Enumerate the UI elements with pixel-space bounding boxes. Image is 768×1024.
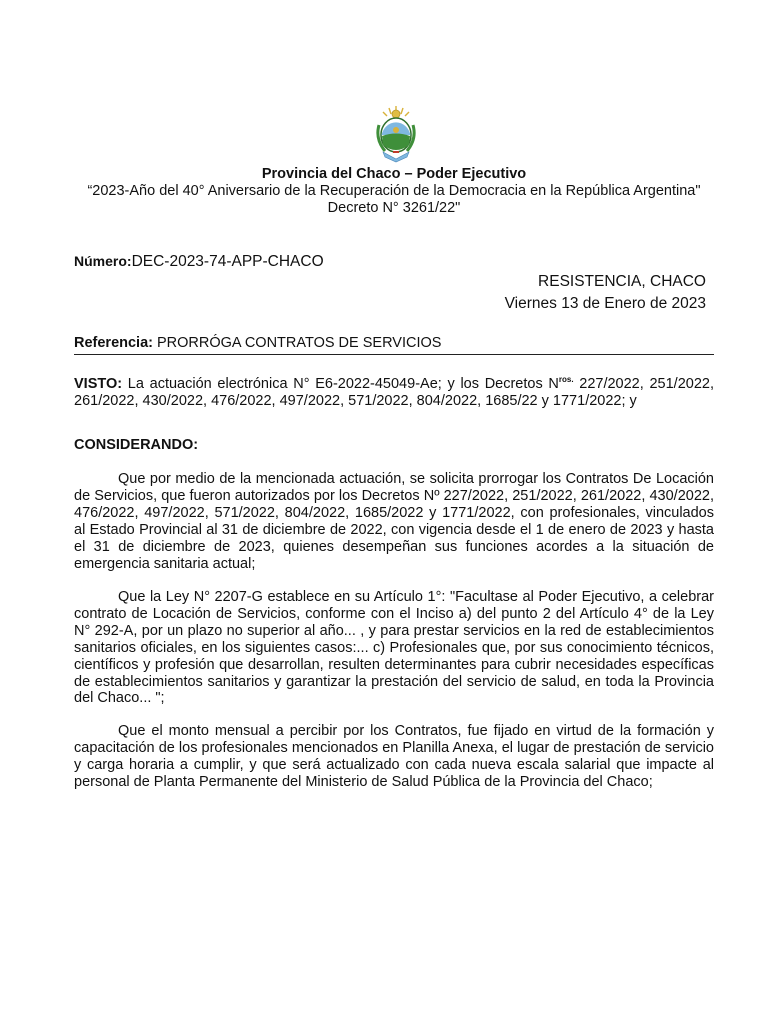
visto-text-b: 227/2022, 251/2022, 261/2022, 430/2022, 476/2022, 497/2022, 571/2022, 804/2022, 1685/22 y 1771/2022; y <box>74 375 714 409</box>
date-line: Viernes 13 de Enero de 2023 <box>504 295 706 312</box>
decree-number-value: DEC-2023-74-APP-CHACO <box>131 253 324 270</box>
reference-value: PRORRÓGA CONTRATOS DE SERVICIOS <box>157 335 442 351</box>
reference-label: Referencia: <box>74 335 153 351</box>
considerando-heading: CONSIDERANDO: <box>74 437 199 453</box>
visto-label: VISTO: <box>74 375 123 392</box>
decree-number-label: Número: <box>74 253 132 269</box>
visto-superscript: ros. <box>558 375 574 384</box>
visto-text-a: La actuación electrónica N° E6-2022-45049-Ae; y los Decretos N <box>127 375 559 392</box>
document-header-subtitle: “2023-Año del 40° Aniversario de la Recuperación de la Democracia en la República Argentina" Decreto N° 3261/22" <box>87 183 701 216</box>
visto-paragraph <box>74 372 714 410</box>
body-paragraph: Que por medio de la mencionada actuación, se solicita prorrogar los Contratos De Locación de Servicios, que fueron autorizados por los Decretos Nº 227/2022, 251/2022, 261/2022, 430/2022, 476/2022, 497/2022, 571/2022, 804/2022, 1685/2022 y 1771/2022, con profesionales, vinculados al Estado Provincial al 31 de diciembre de 2022, con vigencia desde el 1 de enero de 2023 y hasta el 31 de diciembre de 2023, quienes desempeñan sus funciones acordes a la situación de emergencia sanitaria actual; <box>74 471 714 572</box>
decree-number <box>74 252 324 271</box>
document-header-title: Provincia del Chaco – Poder Ejecutivo <box>261 166 527 182</box>
reference-line <box>74 335 714 355</box>
place-line: RESISTENCIA, CHACO <box>538 273 706 290</box>
body-paragraph: Que el monto mensual a percibir por los Contratos, fue fijado en virtud de la formación y capacitación de los profesionales mencionados en Planilla Anexa, el lugar de prestación de servicio y carga horaria a cumplir, y que será actualizado con cada nueva escala salarial que impacte al personal de Planta Permanente del Ministerio de Salud Pública de la Provincia del Chaco; <box>74 723 714 790</box>
provincial-coat-of-arms-icon <box>373 105 419 163</box>
body-paragraph: Que la Ley N° 2207-G establece en su Artículo 1°: "Facultase al Poder Ejecutivo, a celebrar contrato de Locación de Servicios, conforme con el Inciso a) del punto 2 del Artículo 4° de la Ley N° 292-A, por un plazo no superior al año... , y para prestar servicios en la red de establecimientos sanitarios oficiales, en los siguientes casos:... c) Profesionales que, por sus conocimiento técnicos, científicos y profesión que desarrollan, resulten determinantes para cubrir necesidades específicas de establecimientos sanitarios y garantizar la prestación del servicio de salud, en toda la Provincia del Chaco... "; <box>74 589 714 707</box>
